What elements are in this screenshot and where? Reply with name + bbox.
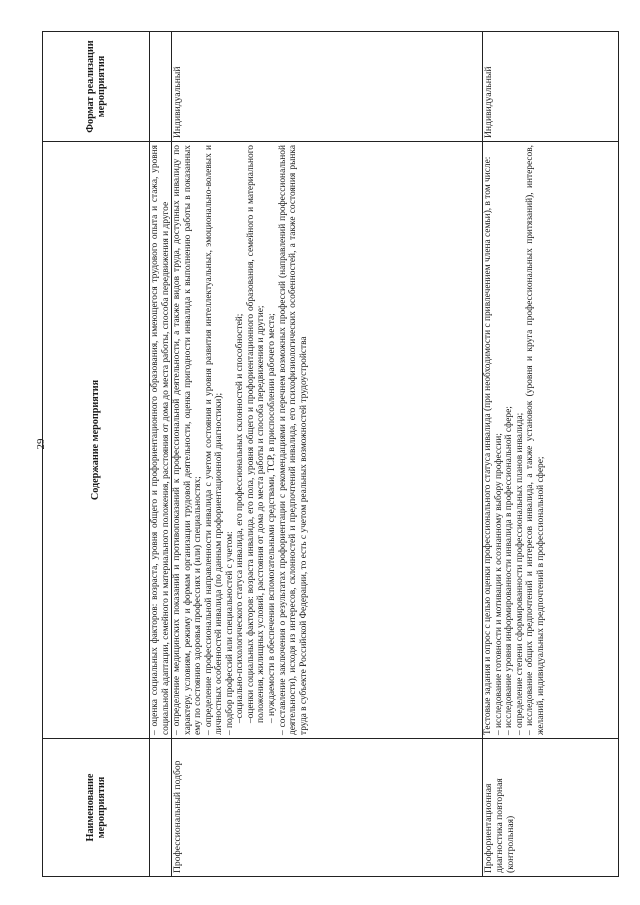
content-line: – определение профессиональной направленности инвалида с учетом состояния и уровня развития интеллектуальных, эмоционально-волевых и личностных особенностей инвалида (по данным профориентационной диагностики);	[203, 145, 225, 735]
content-line: –социально-психологического статуса инвалида, его профессиональных склонностей и способностей;	[235, 313, 246, 723]
table-header-row	[43, 32, 150, 877]
content-line: – определение степени сформированности профессиональных планов инвалида;	[514, 412, 525, 735]
content-line: – определение медицинских показаний и противопоказаний к профессиональной деятельности, а также видов труда, доступных инвалиду по характеру, условиям, режиму и формам организации трудовой деятельности, оценка пригодности инвалида к выполнению работы в показанных ему по состоянию здоровья профессиях и (или) специальностях;	[172, 145, 204, 735]
activity-content	[483, 142, 619, 739]
content-line: – исследование готовности и мотивации к осознанному выбору профессии;	[493, 433, 504, 735]
continuation-name-cell	[150, 739, 172, 877]
activity-format: Индивидуальный	[172, 32, 483, 142]
header-format: Формат реализации мероприятия	[43, 32, 150, 142]
header-content: Содержание мероприятия	[43, 142, 150, 739]
continuation-content-cell	[150, 142, 172, 739]
content-line: – оценка социальных факторов: возраста, уровня общего и профориентационного образования, имеющегося трудового опыта и стажа, уровня социальной адаптации, семейного и материального положения, расстояния от дома до места работы, способа передвижения и другое	[150, 145, 171, 735]
content-line: – исследование общих предпочтений и интересов инвалида, а также установок (уровня и круга профессиональных притязаний), интересов, желаний, индивидуальных предпочтений в профессиональной сфере;	[525, 145, 546, 735]
content-line: Тестовые задания и опрос с целью оценки профессионального статуса инвалида (при необходимости с привлечением члена семьи), в том числе:	[483, 156, 494, 735]
activity-name: Профориентационная диагностика повторная (контрольная)	[483, 739, 619, 877]
content-line: – нуждаемости в обеспечении вспомогательными средствами, ТСР, в приспособлении рабочего места;	[267, 313, 278, 723]
activity-format: Индивидуальный	[483, 32, 619, 142]
continuation-format-cell	[150, 32, 172, 142]
content-line: – подбор профессий или специальностей с учетом:	[224, 531, 235, 735]
content-line: – исследование уровня информированности инвалида в профессиональной сфере;	[504, 406, 515, 735]
rotated-page-content	[42, 31, 615, 877]
activities-table	[42, 31, 619, 877]
content-line: – составление заключения о результатах профориентации с рекомендациями и перечнем возможных профессий (направлений профессиональной деятельности), исходя из интересов, склонностей и предпочтений инвалида, его психофизиологических особенностей, а также состояния рынка труда в субъекте Российской Федерации, то есть с учетом реальных возможностей трудоустройства	[277, 145, 309, 735]
table-row-continuation	[150, 32, 172, 877]
table-row	[172, 32, 483, 877]
page-number: 29	[35, 438, 47, 450]
table-row	[483, 32, 619, 877]
content-line: –оценки социальных факторов: возраста инвалида, его пола, уровня общего и профориентационного образования, семейного и материального положения, жилищных условий, расстояния от дома до места работы и способа передвижения и другие;	[245, 145, 267, 723]
header-name: Наименование мероприятия	[43, 739, 150, 877]
activity-content	[172, 142, 483, 739]
activity-name: Профессиональный подбор	[172, 739, 483, 877]
